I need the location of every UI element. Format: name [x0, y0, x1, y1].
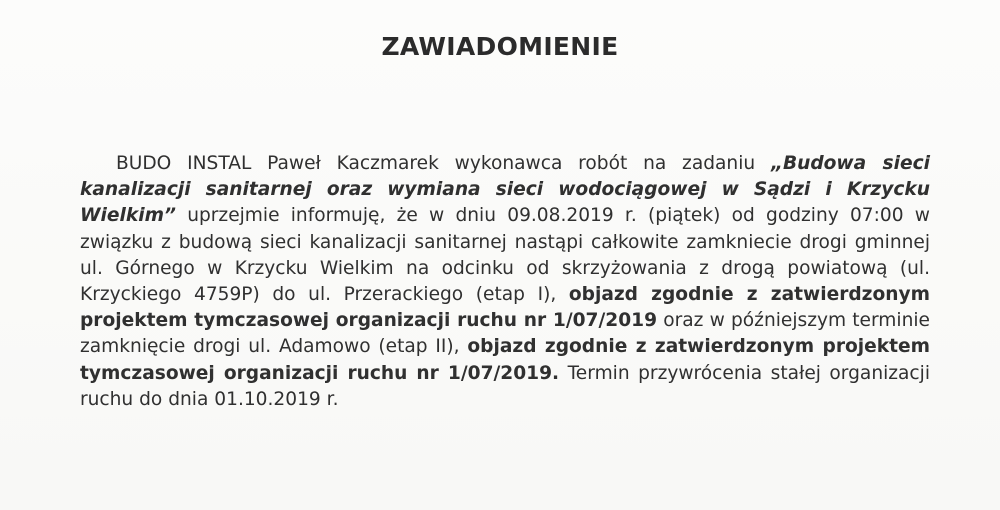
- contractor-intro: BUDO INSTAL Paweł Kaczmarek wykonawca robót na zadaniu: [116, 153, 771, 174]
- notice-body: [80, 151, 930, 413]
- document-title: ZAWIADOMIENIE: [381, 32, 619, 61]
- detour-note-stage-1: objazd zgodnie z zatwierdzonym projektem tymczasowej organizacji ruchu nr 1/07/2019: [80, 284, 931, 332]
- project-name: „Budowa sieci kanalizacji sanitarnej oraz wymiana sieci wodociągowej w Sądzi i Krzycku Wielkim”: [80, 153, 930, 227]
- closure-details: uprzejmie informuję, że w dniu 09.08.2019 r. (piątek) od godziny 07:00 w związku z budową sieci kanalizacji sanitarnej nastąpi całkowite zamkniecie drogi gminnej ul. Górnego w Krzycku Wielkim na odcinku od skrzyżowania z drogą powiatową (ul. Krzyckiego 4759P) do ul. Przerackiego (etap I),: [80, 205, 930, 306]
- detour-note-stage-2: objazd zgodnie z zatwierdzonym projektem tymczasowej organizacji ruchu nr 1/07/2019.: [80, 336, 930, 384]
- restoration-date: Termin przywrócenia stałej organizacji ruchu do dnia 01.10.2019 r.: [80, 362, 930, 410]
- notice-paragraph: [80, 151, 930, 413]
- stage-2-details: oraz w późniejszym terminie zamknięcie drogi ul. Adamowo (etap II),: [80, 310, 930, 358]
